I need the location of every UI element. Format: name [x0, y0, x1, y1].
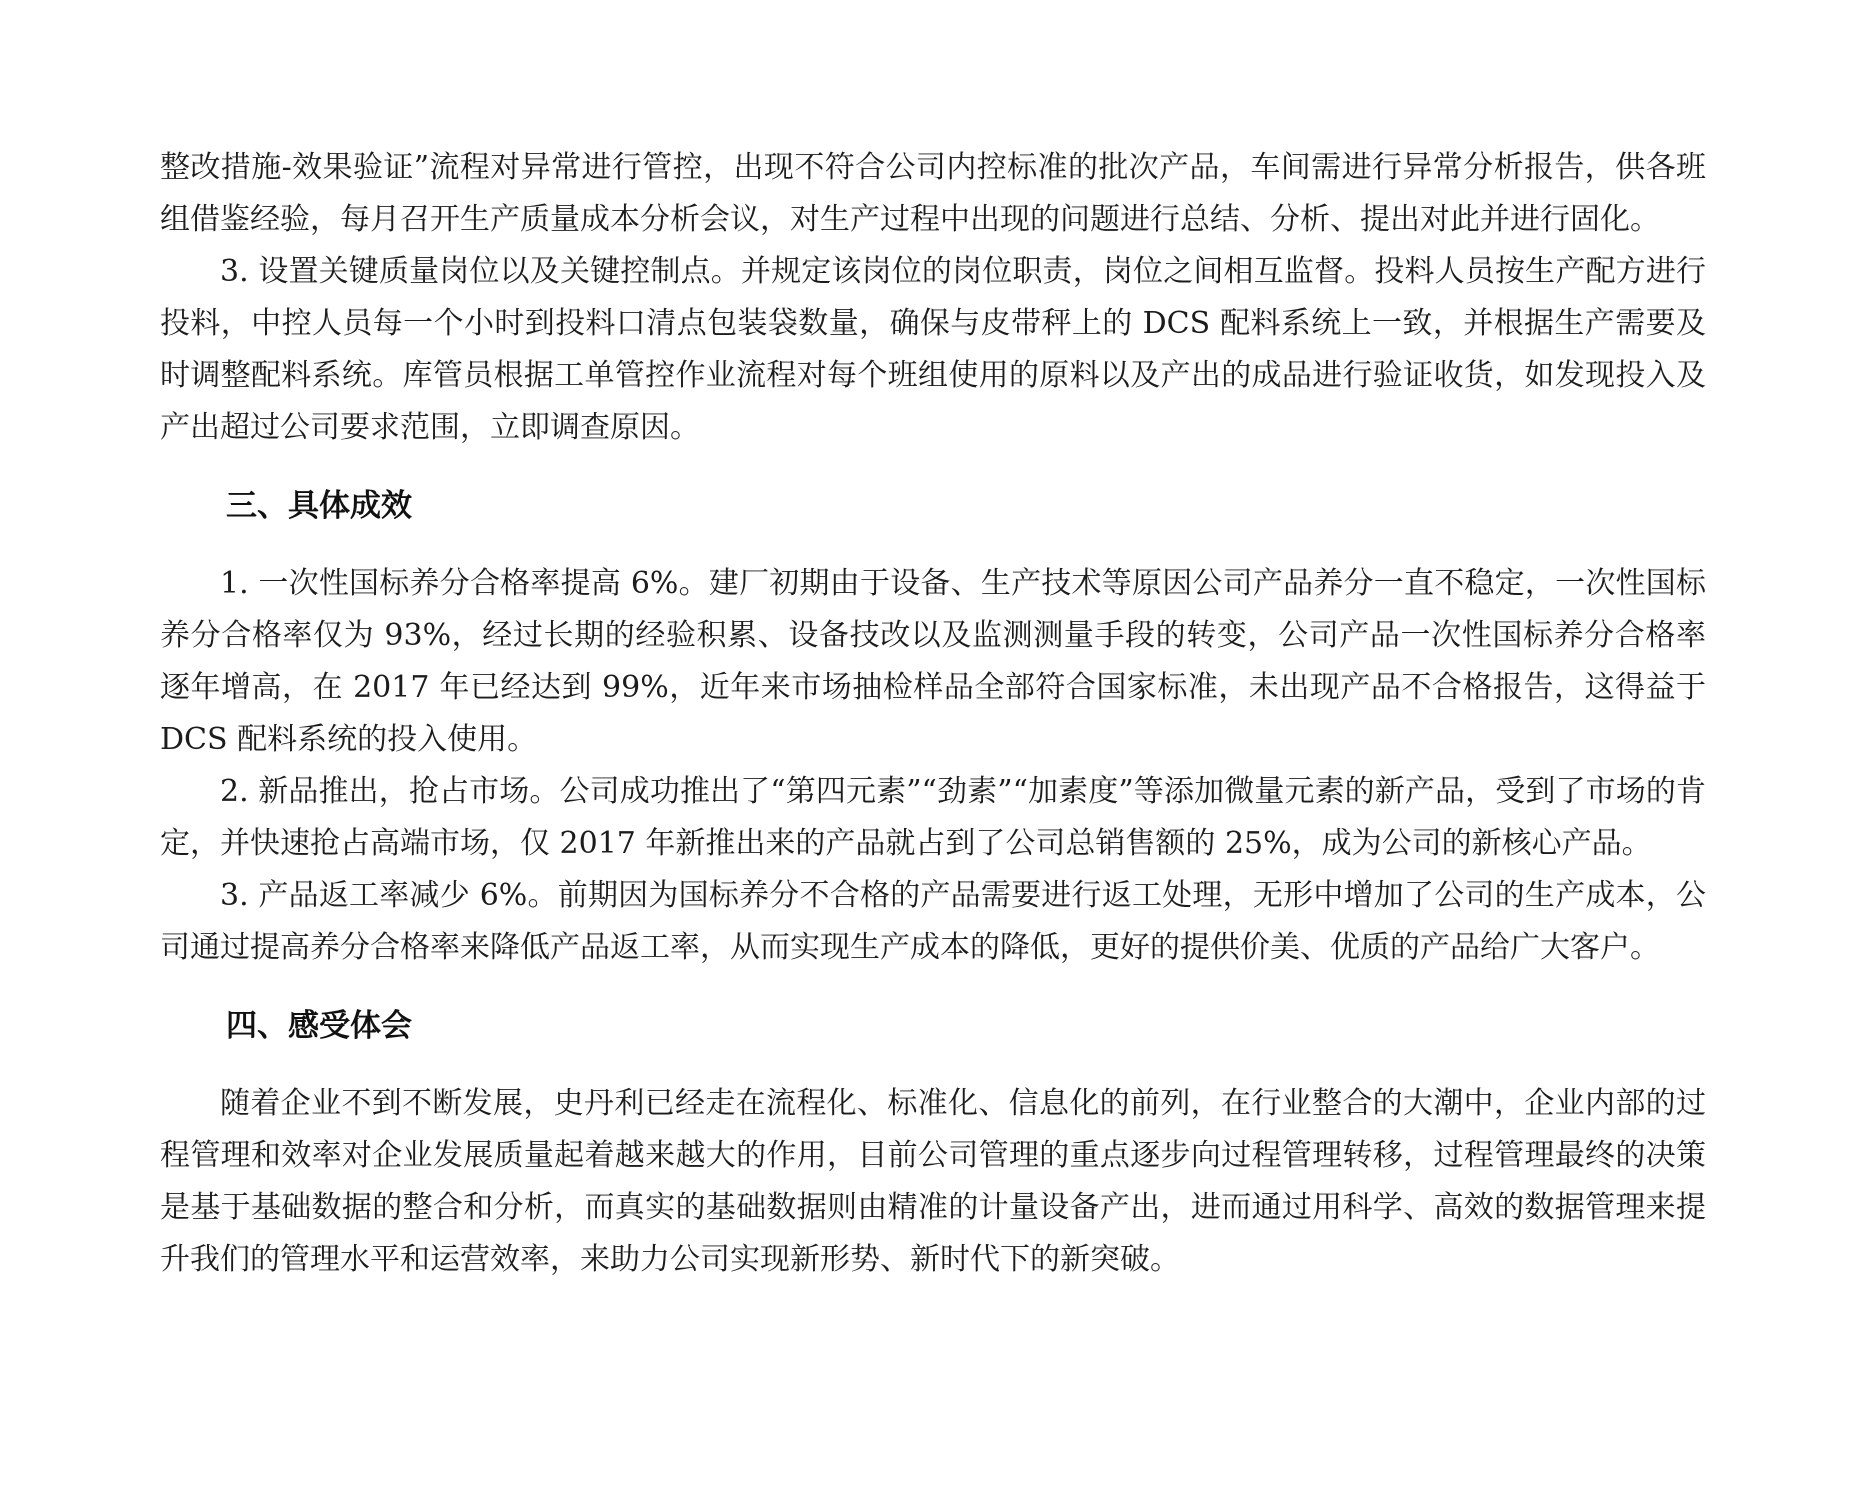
- section-heading-reflections: 四、感受体会: [226, 1008, 412, 1044]
- section-heading-results: 三、具体成效: [226, 488, 412, 524]
- paragraph-result-2: 2. 新品推出，抢占市场。公司成功推出了“第四元素”“劲素”“加素度”等添加微量元素的新产品，受到了市场的肯定，并快速抢占高端市场，仅 2017 年新推出来的产品就占到了公司总销售额的 25%，成为公司的新核心产品。: [160, 774, 1706, 861]
- paragraph-reflection-1: 随着企业不到不断发展，史丹利已经走在流程化、标准化、信息化的前列，在行业整合的大潮中，企业内部的过程管理和效率对企业发展质量起着越来越大的作用，目前公司管理的重点逐步向过程管理转移，过程管理最终的决策是基于基础数据的整合和分析，而真实的基础数据则由精准的计量设备产出，进而通过用科学、高效的数据管理来提升我们的管理水平和运营效率，来助力公司实现新形势、新时代下的新突破。: [160, 1086, 1706, 1277]
- paragraph-result-1: 1. 一次性国标养分合格率提高 6%。建厂初期由于设备、生产技术等原因公司产品养分一直不稳定，一次性国标养分合格率仅为 93%，经过长期的经验积累、设备技改以及监测测量手段的转变，公司产品一次性国标养分合格率逐年增高，在 2017 年已经达到 99%，近年来市场抽检样品全部符合国家标准，未出现产品不合格报告，这得益于 DCS 配料系统的投入使用。: [160, 566, 1706, 757]
- paragraph-result-3: 3. 产品返工率减少 6%。前期因为国标养分不合格的产品需要进行返工处理，无形中增加了公司的生产成本，公司通过提高养分合格率来降低产品返工率，从而实现生产成本的降低，更好的提供价美、优质的产品给广大客户。: [160, 878, 1706, 965]
- document-body: [160, 142, 1706, 1286]
- paragraph-key-quality-posts: 3. 设置关键质量岗位以及关键控制点。并规定该岗位的岗位职责，岗位之间相互监督。投料人员按生产配方进行投料，中控人员每一个小时到投料口清点包装袋数量，确保与皮带秤上的 DCS 配料系统上一致，并根据生产需要及时调整配料系统。库管员根据工单管控作业流程对每个班组使用的原料以及产出的成品进行验证收货，如发现投入及产出超过公司要求范围，立即调查原因。: [160, 254, 1706, 445]
- paragraph-continuation: 整改措施-效果验证”流程对异常进行管控，出现不符合公司内控标准的批次产品，车间需进行异常分析报告，供各班组借鉴经验，每月召开生产质量成本分析会议，对生产过程中出现的问题进行总结、分析、提出对此并进行固化。: [160, 150, 1706, 237]
